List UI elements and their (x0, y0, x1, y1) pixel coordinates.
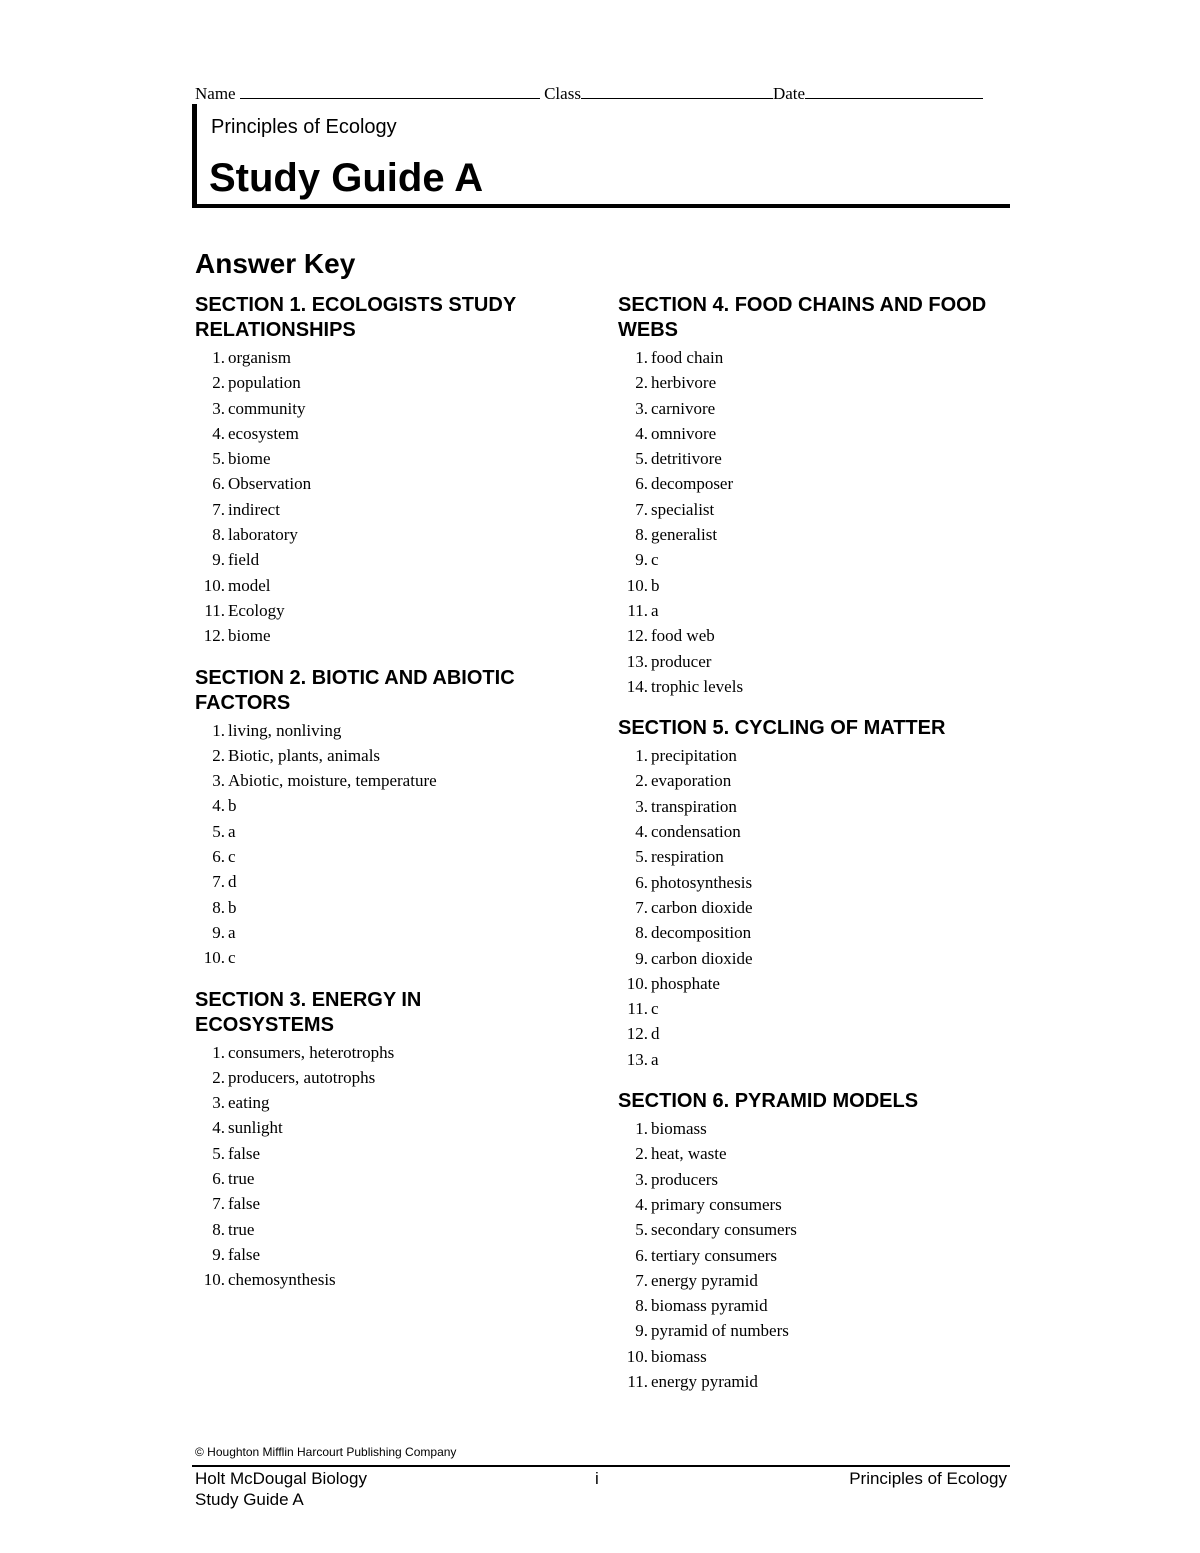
answer-item (195, 895, 565, 920)
answer-text: food web (651, 626, 715, 646)
subject-title: Principles of Ecology (211, 116, 397, 138)
answer-text: biome (228, 449, 271, 469)
answer-item (618, 895, 988, 920)
answer-text: c (228, 847, 236, 867)
answer-item (195, 1191, 565, 1216)
answer-item (195, 920, 565, 945)
answer-text: false (228, 1143, 261, 1163)
answer-item (618, 1047, 988, 1072)
answer-item (195, 598, 565, 623)
answer-text: producer (651, 651, 712, 671)
answer-number: 2. (212, 745, 225, 765)
answer-text: carnivore (651, 398, 716, 418)
answer-number: 4. (212, 423, 225, 443)
answer-text: c (651, 550, 659, 570)
answer-item (195, 718, 565, 743)
answer-text: biomass (651, 1119, 707, 1139)
answer-item (618, 573, 988, 598)
answer-item (195, 370, 565, 395)
answer-text: c (228, 948, 236, 968)
answer-section (618, 716, 988, 1072)
answer-item (195, 1040, 565, 1065)
answer-text: transpiration (651, 796, 737, 816)
answer-item (618, 996, 988, 1021)
answer-list (195, 1040, 565, 1293)
answer-number: 11. (627, 999, 648, 1019)
answer-text: secondary consumers (651, 1220, 797, 1240)
answer-number: 12. (626, 1024, 648, 1044)
answer-item (618, 497, 988, 522)
section-title: SECTION 5. CYCLING OF MATTER (618, 717, 946, 740)
answer-item (195, 1267, 565, 1292)
answer-number: 1. (635, 1119, 648, 1139)
answer-number: 9. (635, 550, 648, 570)
footer-chapter-title: Principles of Ecology (849, 1469, 1007, 1488)
answer-item (618, 819, 988, 844)
answer-text: c (651, 999, 659, 1019)
footer-rule (192, 1465, 1010, 1467)
answer-item (618, 522, 988, 547)
answer-item (618, 1167, 988, 1192)
answer-item (618, 649, 988, 674)
answer-number: 6. (212, 1169, 225, 1189)
answer-item (618, 547, 988, 572)
answer-text: heat, waste (651, 1144, 727, 1164)
answer-number: 6. (635, 872, 648, 892)
date-label: Date (772, 84, 806, 103)
answer-item (618, 1141, 988, 1166)
section-title: SECTION 2. BIOTIC AND ABIOTIC FACTORS (195, 666, 515, 714)
answer-number: 3. (212, 1093, 225, 1113)
section-title: SECTION 4. FOOD CHAINS AND FOOD WEBS (618, 294, 987, 341)
answer-text: Abiotic, moisture, temperature (228, 771, 437, 791)
answer-item (195, 844, 565, 869)
answer-number: 12. (203, 626, 225, 646)
answer-text: tertiary consumers (651, 1245, 778, 1265)
footer-guide-title: Study Guide A (195, 1490, 304, 1509)
answer-number: 3. (212, 398, 225, 418)
section-title: SECTION 1. ECOLOGISTS STUDY RELATIONSHIPS (195, 294, 516, 341)
answer-text: pyramid of numbers (651, 1321, 789, 1341)
answer-number: 5. (212, 1143, 225, 1163)
answer-text: b (651, 575, 660, 595)
answer-text: carbon dioxide (651, 948, 753, 968)
answer-text: precipitation (651, 746, 737, 766)
answer-text: a (228, 821, 236, 841)
answer-text: model (228, 575, 271, 595)
answer-number: 4. (635, 1194, 648, 1214)
class-field[interactable] (581, 84, 773, 99)
answer-section (195, 293, 565, 649)
date-field[interactable] (805, 84, 983, 99)
answer-text: biomass (651, 1346, 707, 1366)
answer-item (618, 1268, 988, 1293)
answer-text: true (228, 1219, 255, 1239)
answer-text: omnivore (651, 423, 717, 443)
answer-text: specialist (651, 499, 715, 519)
answer-number: 4. (212, 1118, 225, 1138)
answer-text: decomposition (651, 923, 752, 943)
footer-book-title: Holt McDougal Biology (195, 1469, 367, 1488)
answer-key-heading: Answer Key (195, 248, 356, 279)
answer-text: living, nonliving (228, 720, 342, 740)
answer-number: 7. (635, 1270, 648, 1290)
answer-text: condensation (651, 822, 741, 842)
answer-text: chemosynthesis (228, 1270, 336, 1290)
answer-item (618, 794, 988, 819)
answer-text: biome (228, 626, 271, 646)
answer-number: 8. (212, 525, 225, 545)
answer-text: ecosystem (228, 423, 299, 443)
answer-number: 1. (212, 720, 225, 740)
answer-text: decomposer (651, 474, 734, 494)
answer-text: carbon dioxide (651, 897, 753, 917)
answer-item (195, 1141, 565, 1166)
answer-text: community (228, 398, 306, 418)
answer-number: 3. (212, 771, 225, 791)
answer-item (618, 1116, 988, 1141)
answer-number: 2. (635, 771, 648, 791)
name-label: Name (195, 84, 236, 103)
answer-item (618, 471, 988, 496)
answer-text: laboratory (228, 525, 298, 545)
answer-text: phosphate (651, 973, 720, 993)
class-label: Class (544, 84, 581, 103)
answer-number: 9. (212, 922, 225, 942)
answer-text: d (228, 872, 237, 892)
name-field[interactable] (240, 84, 540, 99)
answer-section (195, 666, 565, 971)
answer-list (618, 1116, 988, 1394)
answer-number: 5. (212, 821, 225, 841)
answer-number: 6. (635, 474, 648, 494)
answer-number: 9. (635, 1321, 648, 1341)
footer-page-number: i (595, 1469, 599, 1488)
answer-number: 3. (635, 1169, 648, 1189)
name-class-date-line (195, 84, 1005, 104)
answer-number: 13. (626, 651, 648, 671)
answer-number: 7. (212, 499, 225, 519)
answer-number: 6. (635, 1245, 648, 1265)
answer-item (618, 768, 988, 793)
answer-item (618, 1318, 988, 1343)
answer-text: true (228, 1169, 255, 1189)
answer-text: a (228, 922, 236, 942)
answer-number: 10. (203, 1270, 225, 1290)
answer-text: primary consumers (651, 1194, 782, 1214)
answer-item (195, 547, 565, 572)
answer-number: 9. (212, 550, 225, 570)
answer-item (195, 497, 565, 522)
answer-text: false (228, 1244, 261, 1264)
answer-text: food chain (651, 348, 724, 367)
answer-number: 3. (635, 398, 648, 418)
answer-number: 5. (635, 847, 648, 867)
answer-text: consumers, heterotrophs (228, 1042, 395, 1062)
answer-number: 1. (212, 348, 225, 367)
answer-item (618, 920, 988, 945)
answer-item (195, 345, 565, 370)
answer-number: 11. (627, 1371, 648, 1391)
answer-number: 4. (635, 423, 648, 443)
answer-number: 1. (212, 1042, 225, 1062)
page-title: Study Guide A (209, 156, 484, 200)
answer-text: biomass pyramid (651, 1296, 768, 1316)
answer-number: 13. (626, 1049, 648, 1069)
answer-number: 9. (635, 948, 648, 968)
answer-text: a (651, 1049, 659, 1069)
answer-item (195, 768, 565, 793)
answer-number: 10. (626, 973, 648, 993)
answer-text: sunlight (228, 1118, 283, 1138)
answer-list (618, 743, 988, 1072)
answer-text: respiration (651, 847, 724, 867)
answer-item (618, 870, 988, 895)
answer-number: 10. (203, 575, 225, 595)
answer-text: herbivore (651, 373, 717, 393)
answer-section (195, 988, 565, 1293)
answer-item (195, 1166, 565, 1191)
answer-text: evaporation (651, 771, 732, 791)
answer-number: 11. (204, 600, 225, 620)
answer-number: 6. (212, 474, 225, 494)
answer-item (195, 1115, 565, 1140)
answer-item (618, 1344, 988, 1369)
answer-item (195, 1242, 565, 1267)
answer-item (618, 1192, 988, 1217)
answer-number: 7. (635, 897, 648, 917)
answer-text: Biotic, plants, animals (228, 745, 381, 765)
answer-item (195, 396, 565, 421)
answer-text: Observation (228, 474, 312, 494)
answer-text: b (228, 897, 237, 917)
answer-item (195, 573, 565, 598)
answer-item (618, 971, 988, 996)
answer-number: 8. (635, 1296, 648, 1316)
left-column (195, 293, 565, 1310)
answer-item (618, 396, 988, 421)
answer-number: 8. (212, 1219, 225, 1239)
answer-text: a (651, 600, 659, 620)
answer-item (618, 844, 988, 869)
right-column (618, 293, 988, 1411)
answer-number: 2. (212, 1067, 225, 1087)
answer-item (618, 598, 988, 623)
header-box (192, 104, 1010, 208)
section-title: SECTION 6. PYRAMID MODELS (618, 1090, 919, 1113)
answer-number: 2. (635, 373, 648, 393)
answer-number: 11. (627, 600, 648, 620)
answer-item (618, 623, 988, 648)
answer-number: 5. (635, 449, 648, 469)
answer-item (618, 1243, 988, 1268)
answer-item (195, 945, 565, 970)
answer-item (195, 793, 565, 818)
answer-number: 7. (635, 499, 648, 519)
answer-list (618, 345, 988, 699)
answer-item (195, 1065, 565, 1090)
answer-text: energy pyramid (651, 1371, 758, 1391)
answer-item (195, 1217, 565, 1242)
answer-text: generalist (651, 525, 718, 545)
answer-number: 10. (626, 575, 648, 595)
answer-item (195, 743, 565, 768)
answer-text: population (228, 373, 301, 393)
answer-number: 14. (626, 676, 648, 696)
answer-text: photosynthesis (651, 872, 753, 892)
answer-number: 8. (635, 923, 648, 943)
answer-item (195, 869, 565, 894)
answer-text: eating (228, 1093, 270, 1113)
answer-item (618, 743, 988, 768)
answer-number: 9. (212, 1244, 225, 1264)
answer-item (195, 421, 565, 446)
answer-item (618, 1369, 988, 1394)
answer-number: 2. (635, 1144, 648, 1164)
answer-number: 8. (212, 897, 225, 917)
answer-text: detritivore (651, 449, 722, 469)
answer-number: 7. (212, 1194, 225, 1214)
answer-section (618, 293, 988, 699)
answer-number: 5. (635, 1220, 648, 1240)
answer-number: 5. (212, 449, 225, 469)
answer-list (195, 718, 565, 971)
answer-number: 4. (212, 796, 225, 816)
answer-list (195, 345, 565, 649)
answer-item (618, 345, 988, 370)
answer-number: 10. (626, 1346, 648, 1366)
answer-number: 8. (635, 525, 648, 545)
answer-item (618, 946, 988, 971)
answer-text: b (228, 796, 237, 816)
answer-number: 12. (626, 626, 648, 646)
answer-text: trophic levels (651, 676, 744, 696)
answer-text: organism (228, 348, 291, 367)
answer-section (618, 1089, 988, 1394)
section-title: SECTION 3. ENERGY IN ECOSYSTEMS (195, 988, 422, 1036)
answer-text: field (228, 550, 260, 570)
answer-item (618, 446, 988, 471)
answer-number: 4. (635, 822, 648, 842)
answer-text: d (651, 1024, 660, 1044)
answer-item (195, 471, 565, 496)
answer-text: indirect (228, 499, 280, 519)
answer-item (618, 1293, 988, 1318)
answer-item (618, 421, 988, 446)
answer-number: 7. (212, 872, 225, 892)
answer-number: 1. (635, 746, 648, 766)
copyright-notice: © Houghton Mifflin Harcourt Publishing Company (195, 1445, 457, 1459)
answer-text: energy pyramid (651, 1270, 758, 1290)
answer-item (195, 522, 565, 547)
answer-number: 6. (212, 847, 225, 867)
answer-item (618, 1021, 988, 1046)
answer-item (195, 446, 565, 471)
answer-text: Ecology (228, 600, 285, 620)
answer-item (618, 1217, 988, 1242)
answer-item (195, 623, 565, 648)
answer-item (195, 1090, 565, 1115)
answer-item (618, 370, 988, 395)
answer-text: producers (651, 1169, 719, 1189)
answer-number: 3. (635, 796, 648, 816)
answer-number: 1. (635, 348, 648, 367)
answer-item (195, 819, 565, 844)
answer-number: 2. (212, 373, 225, 393)
answer-text: producers, autotrophs (228, 1067, 376, 1087)
answer-number: 10. (203, 948, 225, 968)
answer-text: false (228, 1194, 261, 1214)
answer-item (618, 674, 988, 699)
